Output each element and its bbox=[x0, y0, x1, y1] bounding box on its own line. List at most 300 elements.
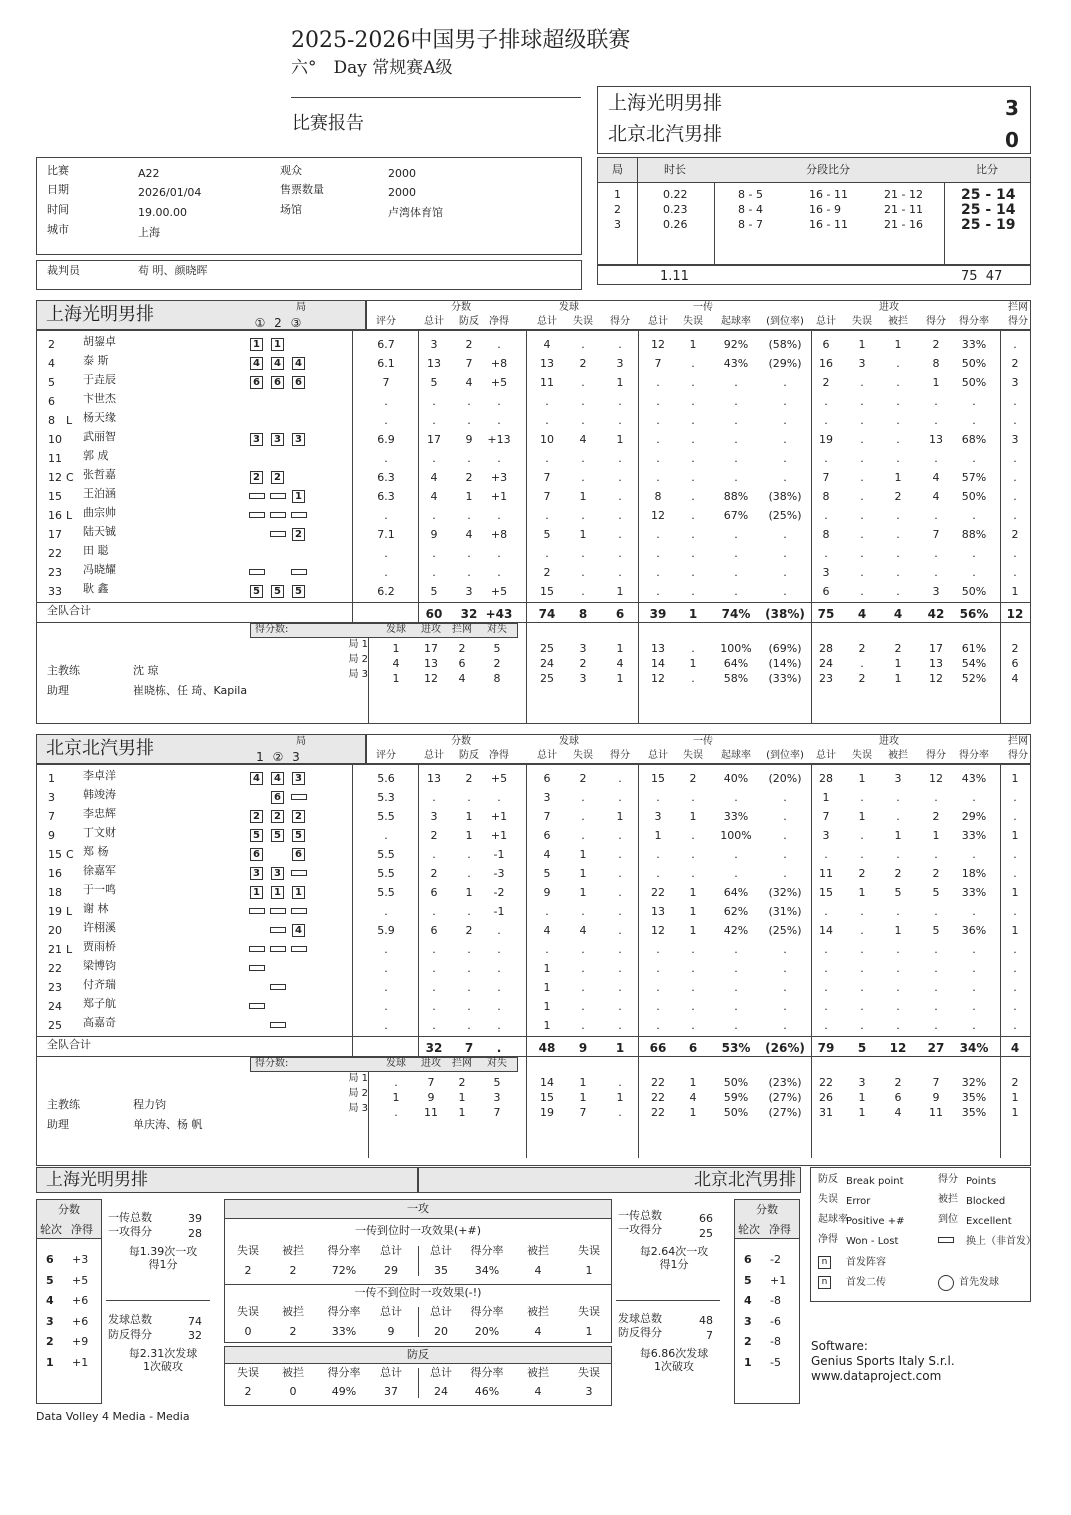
stat-cell: . bbox=[384, 414, 388, 427]
set-row-cell: 2 bbox=[1011, 1076, 1019, 1089]
stat-cell: 1 bbox=[543, 1019, 551, 1032]
stat-cell: . bbox=[972, 566, 976, 579]
stat-cell: . bbox=[618, 528, 622, 541]
stat-cell: . bbox=[384, 943, 388, 956]
stat-cell: . bbox=[783, 848, 787, 861]
set-row-cell: 1 bbox=[616, 1091, 624, 1104]
set-row-pts: 1 bbox=[458, 1091, 466, 1104]
stat-cell: -1 bbox=[493, 848, 505, 861]
referee-names: 苟 明、颜晓晖 bbox=[138, 264, 208, 277]
set-row-cell: 100% bbox=[720, 642, 752, 655]
stat-cell: . bbox=[656, 414, 660, 427]
stat-cell: +1 bbox=[490, 810, 508, 823]
stat-cell: 67% bbox=[723, 509, 749, 522]
stat-cell: . bbox=[656, 585, 660, 598]
substitute-marker bbox=[291, 569, 307, 575]
stat-cell: . bbox=[581, 395, 585, 408]
stat-cell: . bbox=[384, 452, 388, 465]
set-row-cell: 6 bbox=[1011, 657, 1019, 670]
set-partial: 8 - 5 bbox=[738, 188, 763, 201]
stat-cell: . bbox=[691, 395, 695, 408]
rotation-val-b: -8 bbox=[770, 1335, 781, 1348]
stat-cell: . bbox=[691, 414, 695, 427]
stat-cell: . bbox=[691, 433, 695, 446]
set-row-pts: 5 bbox=[493, 1076, 501, 1089]
team_b-group-points: 分数 bbox=[451, 736, 471, 747]
set-row-cell: 1 bbox=[1011, 1106, 1019, 1119]
stat-cell: +13 bbox=[487, 433, 511, 446]
team_b-col-r_exc: (到位率) bbox=[766, 750, 804, 761]
total-cell: 42 bbox=[927, 607, 945, 621]
set-row-cell: 22 bbox=[819, 1076, 833, 1089]
stat-cell: . bbox=[934, 791, 938, 804]
stat-cell: -1 bbox=[493, 905, 505, 918]
team_b-total-label: 全队合计 bbox=[47, 1038, 91, 1051]
stat-cell: . bbox=[934, 1000, 938, 1013]
starting-position-box: 1 bbox=[271, 338, 284, 351]
legend-value: Positive +# bbox=[846, 1216, 905, 1227]
team_a-total-rule2 bbox=[36, 622, 1031, 623]
stat-cell: . bbox=[545, 414, 549, 427]
stat-cell: 16 bbox=[819, 357, 833, 370]
stat-cell: . bbox=[432, 791, 436, 804]
report-subtitle: 六° Day 常规赛A级 bbox=[291, 58, 453, 78]
center-cell: 2 bbox=[289, 1264, 297, 1277]
starting-position-box: 6 bbox=[250, 848, 263, 861]
stat-cell: . bbox=[618, 905, 622, 918]
center-col-header: 总计 bbox=[380, 1305, 402, 1318]
stat-cell: . bbox=[860, 585, 864, 598]
player-name: 陆天铖 bbox=[83, 525, 116, 538]
stat-cell: . bbox=[734, 376, 738, 389]
legend-value: Break point bbox=[846, 1176, 904, 1187]
stat-cell: . bbox=[691, 376, 695, 389]
stat-cell: 88% bbox=[723, 490, 749, 503]
stat-cell: . bbox=[656, 867, 660, 880]
stat-cell: 4 bbox=[465, 376, 473, 389]
center-col-header: 被拦 bbox=[282, 1244, 304, 1257]
stat-cell: 2 bbox=[932, 338, 940, 351]
stat-cell: . bbox=[384, 547, 388, 560]
stat-cell: . bbox=[467, 791, 471, 804]
total-cell: . bbox=[496, 1041, 502, 1055]
set-row-cell: 3 bbox=[858, 1076, 866, 1089]
report-label: 比赛报告 bbox=[292, 113, 364, 134]
stat-cell: 1 bbox=[465, 886, 473, 899]
set-row-pts: 6 bbox=[458, 657, 466, 670]
stat-cell: . bbox=[896, 1000, 900, 1013]
score-team-a: 上海光明男排 bbox=[608, 92, 723, 114]
stat-cell: . bbox=[896, 810, 900, 823]
center-cell: 1 bbox=[585, 1264, 593, 1277]
substitute-marker bbox=[249, 569, 265, 575]
stat-cell: 7 bbox=[543, 471, 551, 484]
team_a-col-r_err: 失误 bbox=[683, 316, 703, 327]
b-fa-note1: 每2.64次一攻 bbox=[639, 1245, 709, 1258]
stat-cell: 7 bbox=[465, 357, 473, 370]
team_b-sep2 bbox=[526, 1056, 527, 1158]
legend-value: Points bbox=[966, 1176, 997, 1187]
starting-position-box: 1 bbox=[292, 886, 305, 899]
set-row-pts: 2 bbox=[458, 642, 466, 655]
stat-cell: . bbox=[691, 1000, 695, 1013]
a-sv-total-label: 发球总数 bbox=[108, 1313, 152, 1326]
stat-cell: . bbox=[824, 905, 828, 918]
total-cell: 12 bbox=[1006, 607, 1024, 621]
set-score: 25 - 14 bbox=[961, 202, 1016, 218]
stat-cell: . bbox=[972, 905, 976, 918]
stat-cell: +1 bbox=[490, 829, 508, 842]
stat-cell: 5 bbox=[430, 376, 438, 389]
starting-position-box: 4 bbox=[292, 357, 305, 370]
starting-position-box: 2 bbox=[271, 810, 284, 823]
team_a-col-r_pos: 起球率 bbox=[721, 316, 751, 327]
stat-cell: . bbox=[467, 848, 471, 861]
stat-cell: (38%) bbox=[768, 490, 802, 503]
set-row-pts: 2 bbox=[458, 1076, 466, 1089]
stat-cell: 1 bbox=[932, 829, 940, 842]
legend-key: 到位 bbox=[938, 1214, 958, 1225]
rotation-num-a: 6 bbox=[46, 1253, 54, 1266]
player-name: 梁博钧 bbox=[83, 959, 116, 972]
stat-cell: . bbox=[860, 509, 864, 522]
stat-cell: . bbox=[783, 943, 787, 956]
team_a-col-p_total: 总计 bbox=[424, 316, 444, 327]
stat-cell: . bbox=[581, 566, 585, 579]
stat-cell: 50% bbox=[961, 585, 987, 598]
report-title: 2025-2026中国男子排球超级联赛 bbox=[291, 28, 631, 53]
rotation-head1-b: 分数 bbox=[756, 1203, 778, 1216]
stat-cell: . bbox=[656, 791, 660, 804]
stat-cell: . bbox=[934, 848, 938, 861]
set-row-label: 局 1 bbox=[348, 1073, 368, 1084]
stat-cell: . bbox=[581, 943, 585, 956]
info-key: 城市 bbox=[47, 223, 69, 236]
legend-value: Blocked bbox=[966, 1196, 1006, 1207]
stat-cell: . bbox=[896, 433, 900, 446]
team_b-set-mark: 3 bbox=[292, 750, 300, 764]
player-name: 耿 鑫 bbox=[83, 582, 109, 595]
stat-cell: . bbox=[824, 1000, 828, 1013]
stat-cell: 17 bbox=[427, 433, 441, 446]
set-row-pts: 4 bbox=[392, 657, 400, 670]
team_b-set-label: 局 bbox=[296, 736, 306, 747]
first-attack-neg-title: 一传不到位时一攻效果(-!) bbox=[354, 1286, 482, 1299]
set-row-cell: 3 bbox=[579, 672, 587, 685]
stat-cell: . bbox=[467, 962, 471, 975]
team_b-sep bbox=[1000, 764, 1001, 1056]
player-name: 武丽智 bbox=[83, 430, 116, 443]
stat-cell: 3 bbox=[822, 829, 830, 842]
center-cell: 37 bbox=[384, 1385, 398, 1398]
b-sv-total: 48 bbox=[699, 1314, 713, 1327]
stat-cell: 11 bbox=[819, 867, 833, 880]
center-cell: 49% bbox=[331, 1385, 357, 1398]
info-key: 售票数量 bbox=[280, 183, 324, 196]
stat-cell: . bbox=[467, 395, 471, 408]
stat-cell: . bbox=[618, 338, 622, 351]
total-cell: 4 bbox=[893, 607, 903, 621]
stat-cell: . bbox=[860, 962, 864, 975]
set-row-label: 局 2 bbox=[348, 1088, 368, 1099]
stat-cell: . bbox=[783, 1000, 787, 1013]
stat-cell: . bbox=[467, 566, 471, 579]
team_a-col-a_pts: 得分 bbox=[926, 316, 946, 327]
stat-cell: 12 bbox=[651, 509, 665, 522]
team_b-header-rule bbox=[36, 764, 1031, 765]
total-cell: +43 bbox=[485, 607, 513, 621]
stat-cell: . bbox=[972, 395, 976, 408]
stat-cell: . bbox=[384, 566, 388, 579]
stat-cell: . bbox=[783, 1019, 787, 1032]
starting-position-box: 4 bbox=[292, 924, 305, 937]
stat-cell: . bbox=[896, 981, 900, 994]
player-role: C bbox=[66, 471, 74, 484]
set-row-cell: 1 bbox=[1011, 1091, 1019, 1104]
stat-cell: . bbox=[860, 471, 864, 484]
team_b-col-r_err: 失误 bbox=[683, 750, 703, 761]
rotation-num-b: 3 bbox=[744, 1314, 752, 1328]
stat-cell: . bbox=[734, 547, 738, 560]
info-value: 2000 bbox=[388, 186, 416, 199]
substitute-marker bbox=[291, 908, 307, 914]
stat-cell: 5.5 bbox=[377, 848, 395, 861]
starting-position-box: 1 bbox=[292, 490, 305, 503]
player-number: 2 bbox=[48, 338, 55, 351]
team_a-total-label: 全队合计 bbox=[47, 604, 91, 617]
stat-cell: 3 bbox=[1011, 433, 1019, 446]
set-partial: 16 - 9 bbox=[809, 203, 841, 216]
stat-cell: 3 bbox=[465, 585, 473, 598]
center-cell: 0 bbox=[289, 1385, 297, 1398]
team_b-col-p_total: 总计 bbox=[424, 750, 444, 761]
team_b-sep bbox=[352, 764, 353, 1056]
starter-label: 首发阵容 bbox=[846, 1257, 886, 1268]
player-number: 33 bbox=[48, 585, 62, 598]
header-rule bbox=[291, 97, 581, 98]
center-cell: 9 bbox=[387, 1325, 395, 1338]
player-name: 郑 杨 bbox=[83, 845, 109, 858]
legend-key: 得分 bbox=[938, 1174, 958, 1185]
set-row-cell: (14%) bbox=[768, 657, 802, 670]
stat-cell: 1 bbox=[858, 338, 866, 351]
set-row-cell: (69%) bbox=[768, 642, 802, 655]
starting-position-box: 3 bbox=[292, 772, 305, 785]
rotation-num-b: 2 bbox=[744, 1335, 752, 1348]
stat-cell: . bbox=[783, 810, 787, 823]
stat-cell: 7 bbox=[932, 528, 940, 541]
info-key: 比赛 bbox=[47, 164, 69, 177]
team_b-group-block2: 得分 bbox=[1008, 750, 1028, 761]
b-sv-note2: 1次破攻 bbox=[654, 1360, 694, 1373]
stat-cell: 6.2 bbox=[377, 585, 395, 598]
stat-cell: . bbox=[860, 905, 864, 918]
substitute-marker bbox=[249, 493, 265, 499]
team_a-sep bbox=[811, 330, 812, 622]
set-row-cell: 1 bbox=[579, 1076, 587, 1089]
stat-cell: 5.5 bbox=[377, 867, 395, 880]
team_b-col-s_err: 失误 bbox=[573, 750, 593, 761]
starting-position-box: 5 bbox=[250, 829, 263, 842]
starting-position-box: 3 bbox=[292, 433, 305, 446]
stat-cell: 1 bbox=[689, 338, 697, 351]
total-cell: 4 bbox=[1010, 1041, 1020, 1055]
stat-cell: . bbox=[896, 585, 900, 598]
player-name: 丁文财 bbox=[83, 826, 116, 839]
stat-cell: . bbox=[581, 509, 585, 522]
stat-cell: 15 bbox=[651, 772, 665, 785]
stat-cell: . bbox=[1013, 981, 1017, 994]
center-col-header: 总计 bbox=[430, 1366, 452, 1379]
player-number: 16 bbox=[48, 509, 62, 522]
stat-cell: 8 bbox=[932, 357, 940, 370]
stat-cell: 13 bbox=[929, 433, 943, 446]
stat-cell: . bbox=[545, 452, 549, 465]
stat-cell: . bbox=[656, 981, 660, 994]
stat-cell: . bbox=[467, 1019, 471, 1032]
player-number: 6 bbox=[48, 395, 55, 408]
rotation-val-b: -8 bbox=[770, 1294, 781, 1307]
sets-col-score: 比分 bbox=[976, 163, 998, 176]
stat-cell: 13 bbox=[427, 772, 441, 785]
stat-cell: . bbox=[1013, 566, 1017, 579]
team_a-col-s_pts: 得分 bbox=[610, 316, 630, 327]
stat-cell: . bbox=[1013, 905, 1017, 918]
sets-total-score: 75 47 bbox=[961, 269, 1003, 284]
stat-cell: . bbox=[972, 509, 976, 522]
player-number: 3 bbox=[48, 791, 55, 804]
stat-cell: 9 bbox=[430, 528, 438, 541]
sets-col-set: 局 bbox=[612, 163, 623, 176]
stat-cell: 7 bbox=[382, 376, 390, 389]
substitute-legend-marker bbox=[938, 1237, 954, 1243]
rotation-val-a: +5 bbox=[72, 1273, 89, 1287]
total-cell: 74% bbox=[721, 607, 751, 621]
team_b-pts-header: 进攻 bbox=[421, 1058, 441, 1069]
stat-cell: . bbox=[896, 547, 900, 560]
set-row-cell: 2 bbox=[579, 657, 587, 670]
info-value: 上海 bbox=[138, 226, 160, 239]
set-row-cell: 1 bbox=[894, 657, 902, 670]
stat-cell: 1 bbox=[465, 829, 473, 842]
info-key: 场馆 bbox=[280, 203, 302, 216]
set-row-cell: 24 bbox=[819, 657, 833, 670]
rotation-val-b: -2 bbox=[770, 1253, 781, 1266]
team_b-col-s_pts: 得分 bbox=[610, 750, 630, 761]
stat-cell: . bbox=[1013, 338, 1017, 351]
substitute-marker bbox=[270, 1022, 286, 1028]
stat-cell: . bbox=[896, 395, 900, 408]
legend-key: 净得 bbox=[818, 1234, 838, 1245]
starting-position-box: 4 bbox=[271, 357, 284, 370]
starting-position-box: 2 bbox=[271, 471, 284, 484]
set-row-cell: 58% bbox=[723, 672, 749, 685]
substitute-marker bbox=[291, 946, 307, 952]
b-fa-total: 66 bbox=[699, 1212, 713, 1225]
stat-cell: -2 bbox=[493, 886, 505, 899]
first-attack-pos-title: 一传到位时一攻效果(+#) bbox=[354, 1224, 482, 1237]
set-row-pts: 12 bbox=[424, 672, 438, 685]
stat-cell: . bbox=[618, 471, 622, 484]
stat-cell: 6 bbox=[822, 338, 830, 351]
stat-cell: . bbox=[656, 452, 660, 465]
team_a-col-s_total: 总计 bbox=[537, 316, 557, 327]
stat-cell: 40% bbox=[723, 772, 749, 785]
center-col-header: 得分率 bbox=[470, 1244, 504, 1257]
stat-cell: . bbox=[860, 1000, 864, 1013]
set-row-pts: 1 bbox=[392, 1091, 400, 1104]
player-number: 17 bbox=[48, 528, 62, 541]
stat-cell: 1 bbox=[579, 848, 587, 861]
player-name: 田 聪 bbox=[83, 544, 109, 557]
center-col-header: 总计 bbox=[380, 1244, 402, 1257]
legend-key: 防反 bbox=[818, 1174, 838, 1185]
player-name: 韩竣涛 bbox=[83, 788, 116, 801]
summary-team-b: 北京北汽男排 bbox=[694, 1170, 796, 1190]
player-number: 22 bbox=[48, 547, 62, 560]
stat-cell: . bbox=[824, 1019, 828, 1032]
team_b-pts-header: 发球 bbox=[386, 1058, 406, 1069]
stat-cell: . bbox=[497, 1019, 501, 1032]
team_a-col-a_total: 总计 bbox=[816, 316, 836, 327]
team_b-coach: 程力钧 bbox=[133, 1098, 166, 1111]
set-row-cell: . bbox=[691, 642, 695, 655]
team_a-col-a_pct: 得分率 bbox=[959, 316, 989, 327]
set-number: 3 bbox=[614, 218, 621, 231]
stat-cell: . bbox=[1013, 490, 1017, 503]
stat-cell: 50% bbox=[961, 490, 987, 503]
team_a-pts-header: 发球 bbox=[386, 624, 406, 635]
stat-cell: . bbox=[860, 943, 864, 956]
stat-cell: . bbox=[1013, 452, 1017, 465]
stat-cell: . bbox=[618, 829, 622, 842]
stat-cell: . bbox=[618, 962, 622, 975]
stat-cell: . bbox=[432, 509, 436, 522]
stat-cell: . bbox=[934, 943, 938, 956]
stat-cell: . bbox=[860, 433, 864, 446]
stat-cell: . bbox=[497, 962, 501, 975]
set-row-cell: 2 bbox=[858, 672, 866, 685]
a-fa-total: 39 bbox=[188, 1212, 202, 1225]
stat-cell: . bbox=[691, 981, 695, 994]
stat-cell: . bbox=[734, 1019, 738, 1032]
team_a-set-mark: ① bbox=[254, 316, 266, 330]
center-cell: 2 bbox=[244, 1385, 252, 1398]
stat-cell: 1 bbox=[616, 376, 624, 389]
starting-position-box: 1 bbox=[250, 338, 263, 351]
team_b-sep2 bbox=[638, 1056, 639, 1158]
stat-cell: 2 bbox=[1011, 528, 1019, 541]
summary-team-a: 上海光明男排 bbox=[46, 1170, 148, 1190]
stat-cell: . bbox=[734, 981, 738, 994]
stat-cell: 3 bbox=[430, 338, 438, 351]
stat-cell: . bbox=[1013, 867, 1017, 880]
stat-cell: . bbox=[656, 433, 660, 446]
player-name: 于一鸣 bbox=[83, 883, 116, 896]
stat-cell: . bbox=[618, 772, 622, 785]
stat-cell: 2 bbox=[543, 566, 551, 579]
team_a-box bbox=[36, 300, 1031, 724]
team_a-sep2 bbox=[811, 622, 812, 724]
stat-cell: 8 bbox=[822, 490, 830, 503]
substitute-marker bbox=[270, 493, 286, 499]
stat-cell: 2 bbox=[465, 471, 473, 484]
player-name: 许栩溪 bbox=[83, 921, 116, 934]
stat-cell: . bbox=[467, 981, 471, 994]
stat-cell: . bbox=[656, 943, 660, 956]
a-fa-pts: 28 bbox=[188, 1227, 202, 1240]
stat-cell: . bbox=[734, 414, 738, 427]
